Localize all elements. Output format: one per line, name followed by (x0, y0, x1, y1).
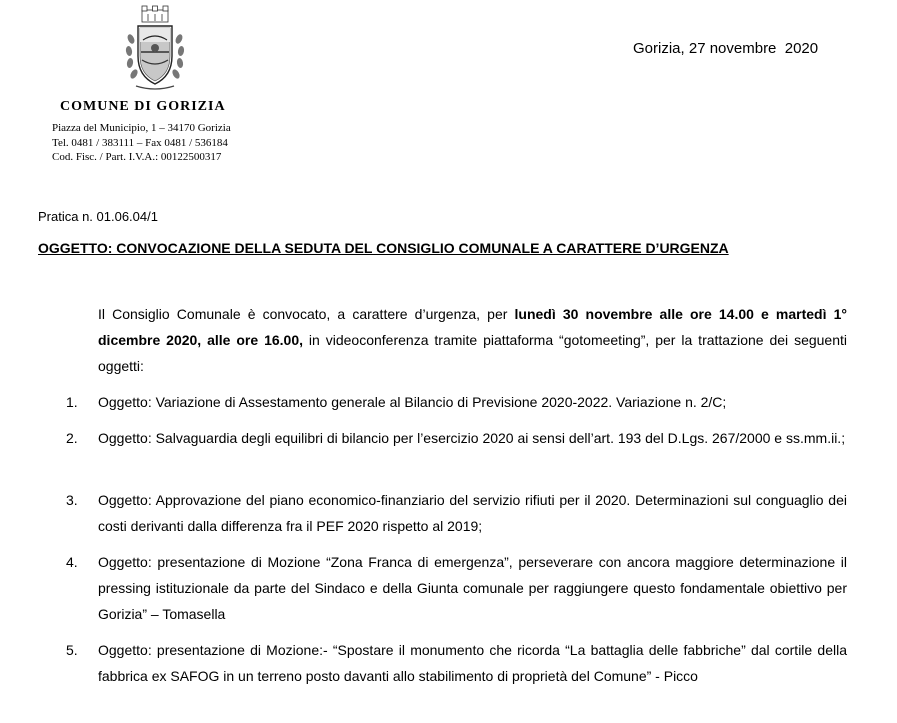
address-line: Cod. Fisc. / Part. I.V.A.: 00122500317 (52, 151, 222, 163)
meeting-dates: lunedì 30 novembre alle ore 14.00 e martedì 1° dicembre 2020, alle ore 16.00, (98, 306, 847, 348)
item-text: Oggetto: Salvaguardia degli equilibri di bilancio per l’esercizio 2020 ai sensi dell’art. 193 del D.Lgs. 267/2000 e ss.mm.ii.; (98, 430, 846, 446)
item-number: 5. (66, 642, 78, 658)
intro-paragraph (98, 301, 847, 379)
item-text: Oggetto: presentazione di Mozione “Zona Franca di emergenza”, perseverare con ancora maggiore determinazione il pressing istituzionale da parte del Sindaco e della Giunta comunale per raggiungere questo fondamentale obiettivo per Gorizia” – Tomasella (98, 554, 847, 622)
intro-text-end: in videoconferenza tramite piattaforma “gotomeeting”, per la trattazione dei seguenti oggetti: (98, 332, 847, 374)
item-text: Oggetto: presentazione di Mozione:- “Spostare il monumento che ricorda “La battaglia delle fabbriche” dal cortile della fabbrica ex SAFOG in un terreno posto davanti allo stabilimento di proprietà del Comune” - Picco (98, 642, 847, 684)
gorizia-coat-of-arms-icon (124, 4, 186, 92)
item-text: Oggetto: Approvazione del piano economico-finanziario del servizio rifiuti per il 2020. Determinazioni sul conguaglio dei costi derivanti dalla differenza fra il PEF 2020 rispetto al 2019; (98, 492, 847, 534)
municipality-address (52, 121, 262, 165)
item-number: 4. (66, 554, 78, 570)
document-subject: OGGETTO: CONVOCAZIONE DELLA SEDUTA DEL CONSIGLIO COMUNALE A CARATTERE D’URGENZA (38, 240, 729, 256)
address-line: Tel. 0481 / 383111 – Fax 0481 / 536184 (52, 136, 228, 149)
item-text: Oggetto: Variazione di Assestamento generale al Bilancio di Previsione 2020-2022. Variazione n. 2/C; (98, 394, 727, 410)
item-number: 2. (66, 430, 78, 446)
item-number: 1. (66, 394, 78, 410)
address-line: Piazza del Municipio, 1 – 34170 Gorizia (52, 122, 231, 134)
municipality-name: COMUNE DI GORIZIA (60, 99, 226, 114)
document-date: Gorizia, 27 novembre 2020 (633, 40, 819, 57)
item-number: 3. (66, 492, 78, 508)
intro-text: Il Consiglio Comunale è convocato, a carattere d’urgenza, per (98, 306, 515, 322)
pratica-number: Pratica n. 01.06.04/1 (38, 209, 158, 224)
